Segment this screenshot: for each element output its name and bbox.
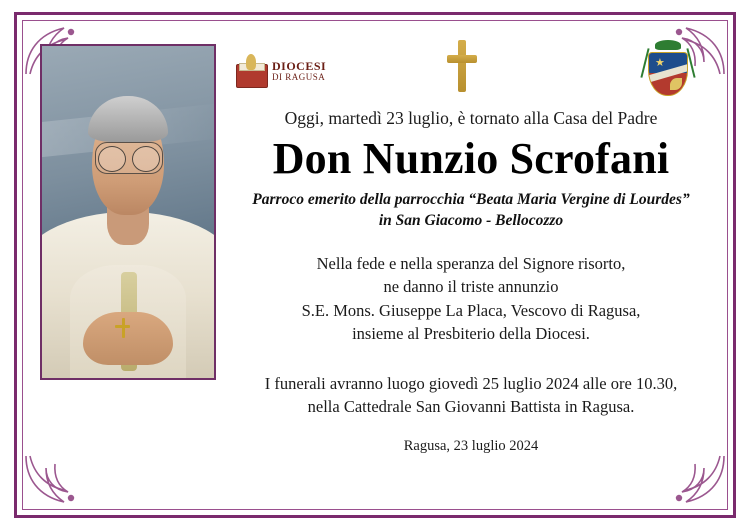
deceased-role-line2: in San Giacomo - Bellocozzo: [378, 211, 564, 229]
funeral-details: [232, 372, 710, 419]
diocese-logo: [236, 44, 340, 98]
corner-flourish-icon: [652, 454, 726, 508]
deceased-role-line1: Parroco emerito della parrocchia “Beata Maria Vergine di Lourdes”: [252, 191, 690, 208]
diocese-logo-line2: DI RAGUSA: [272, 71, 326, 82]
corner-flourish-icon: [24, 454, 98, 508]
funeral-line2: nella Cattedrale San Giovanni Battista in Ragusa.: [307, 396, 635, 416]
portrait-image: [42, 46, 214, 378]
announcement-body-line3: S.E. Mons. Giuseppe La Placa, Vescovo di Ragusa,: [301, 300, 641, 320]
heraldic-shield: [648, 52, 688, 96]
open-book-icon: [236, 54, 266, 88]
announcement-body-line2: ne danno il triste annunzio: [383, 277, 559, 297]
announcement-body-line4: insieme al Presbiterio della Diocesi.: [352, 324, 590, 344]
star-icon: ★: [655, 57, 665, 69]
deceased-role: [232, 190, 710, 232]
announcement-text: [232, 108, 710, 455]
latin-cross-icon: [445, 40, 479, 92]
portrait-photo: [40, 44, 216, 380]
diocese-logo-line1: DIOCESI: [272, 58, 327, 73]
announcement-body: [232, 252, 710, 346]
place-and-date: Ragusa, 23 luglio 2024: [403, 438, 539, 455]
deceased-name: Don Nunzio Scrofani: [272, 134, 670, 183]
shield-leaf: [670, 78, 682, 90]
announcement-body-line1: Nella fede e nella speranza del Signore risorto,: [316, 253, 626, 273]
galero-hat-icon: [655, 40, 681, 50]
bishop-coat-of-arms-icon: [632, 40, 704, 102]
announcement-intro: Oggi, martedì 23 luglio, è tornato alla Casa del Padre: [284, 108, 658, 128]
photo-eyeglasses: [95, 142, 162, 174]
funeral-line1: I funerali avranno luogo giovedì 25 luglio 2024 alle ore 10.30,: [264, 373, 678, 393]
pectoral-cross-icon: [113, 318, 133, 338]
shield-band: [648, 61, 688, 83]
